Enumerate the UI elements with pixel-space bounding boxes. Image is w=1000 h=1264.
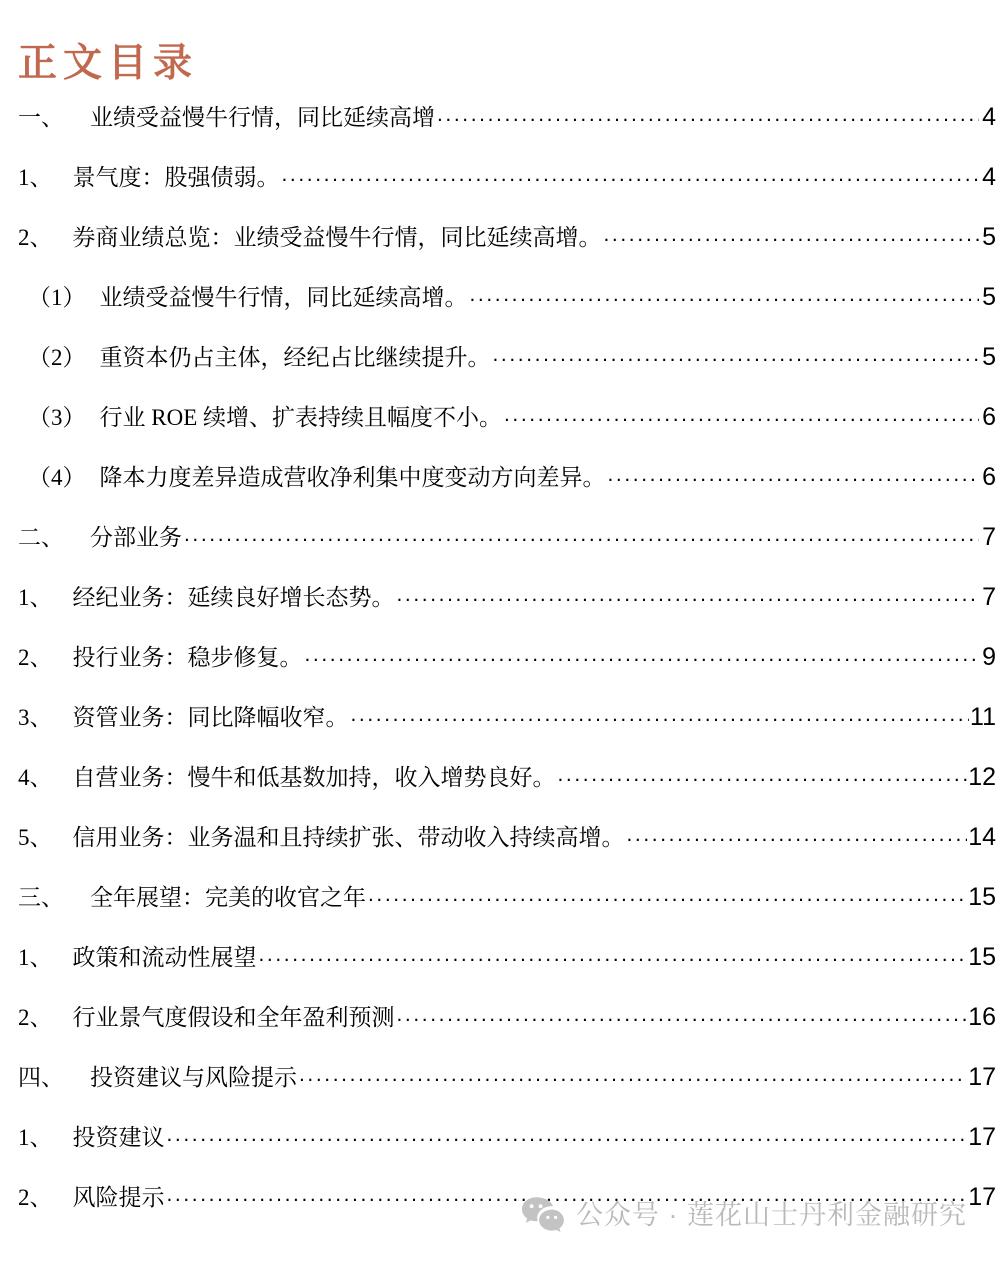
toc-entry-page-number: 14 [968,823,996,851]
toc-entry[interactable] [0,945,1000,1005]
toc-dot-leader [493,349,980,365]
toc-dot-leader [397,1009,968,1025]
toc-entry[interactable] [0,645,1000,705]
toc-entry-label: 行业 ROE 续增、扩表持续且幅度不小。 [99,405,502,430]
toc-entry-label: 风险提示 [72,1185,165,1210]
toc-entry-page-number: 5 [982,343,996,371]
toc-entry-page-number: 5 [982,283,996,311]
toc-entry-marker: 1、 [18,945,53,970]
toc-entry-marker: 三、 [18,885,64,910]
toc-entry-page-number: 17 [968,1063,996,1091]
toc-entry-marker: （4） [28,465,86,490]
toc-dot-leader [558,769,968,785]
page-title: 正文目录 [18,42,199,86]
toc-dot-leader [351,709,970,725]
toc-entry-marker: 5、 [18,825,53,850]
toc-dot-leader [627,829,968,845]
toc-dot-leader [608,469,980,485]
toc-entry[interactable] [0,345,1000,405]
toc-entry-page-number: 16 [968,1003,996,1031]
toc-entry-label: 景气度：股强债弱。 [72,165,280,190]
toc-entry-label: 业绩受益慢牛行情，同比延续高增 [90,105,435,130]
toc-entry-page-number: 11 [970,703,996,731]
toc-entry-marker: 一、 [18,105,64,130]
toc-entry[interactable] [0,165,1000,225]
toc-entry[interactable] [0,1065,1000,1125]
toc-entry-marker: 2、 [18,645,53,670]
toc-entry-page-number: 17 [968,1123,996,1151]
toc-entry-page-number: 5 [982,223,996,251]
toc-dot-leader [397,589,980,605]
toc-dot-leader [368,889,967,905]
toc-entry-marker: （3） [28,405,86,430]
toc-entry-marker: 四、 [18,1065,64,1090]
toc-dot-leader [299,1069,967,1085]
toc-dot-leader [282,169,980,185]
toc-entry[interactable] [0,585,1000,645]
toc-entry[interactable] [0,1125,1000,1185]
toc-entry-marker: 2、 [18,1005,53,1030]
toc-entry[interactable] [0,405,1000,465]
toc-entry-marker: 二、 [18,525,64,550]
toc-entry-marker: （2） [28,345,86,370]
toc-entry-page-number: 6 [982,403,996,431]
toc-entry-label: 政策和流动性展望 [72,945,257,970]
toc-entry-page-number: 7 [982,523,996,551]
toc-entry-label: 降本力度差异造成营收净利集中度变动方向差异。 [99,465,606,490]
toc-entry-label: 重资本仍占主体，经纪占比继续提升。 [99,345,491,370]
toc-dot-leader [305,649,980,665]
toc-entry-page-number: 4 [982,163,996,191]
toc-entry-label: 投资建议与风险提示 [90,1065,297,1090]
toc-entry-label: 投行业务：稳步修复。 [72,645,303,670]
toc-entry-page-number: 9 [982,643,996,671]
toc-entry-page-number: 12 [968,763,996,791]
toc-entry-marker: 4、 [18,765,53,790]
toc-entry-label: 分部业务 [90,525,182,550]
toc-entry[interactable] [0,885,1000,945]
toc-entry[interactable] [0,825,1000,885]
toc-entry-marker: 1、 [18,165,53,190]
toc-dot-leader [504,409,979,425]
toc-entry[interactable] [0,465,1000,525]
toc-entry-marker: 3、 [18,705,53,730]
toc-dot-leader [437,109,979,125]
toc-entry[interactable] [0,765,1000,825]
toc-entry-page-number: 6 [982,463,996,491]
toc-dot-leader [604,229,980,245]
toc-entry-marker: 2、 [18,1185,53,1210]
toc-entry-page-number: 17 [968,1183,996,1211]
toc-entry-marker: 2、 [18,225,53,250]
toc-dot-leader [167,1189,968,1205]
toc-entry[interactable] [0,1185,1000,1245]
watermark-text: 公众号 · 莲花山士丹利金融研究 [576,1199,967,1230]
toc-entry-marker: （1） [28,285,86,310]
toc-entry[interactable] [0,1005,1000,1065]
toc-entry-page-number: 7 [982,583,996,611]
toc-entry[interactable] [0,225,1000,285]
toc-entry[interactable] [0,105,1000,165]
toc-entry[interactable] [0,285,1000,345]
toc-entry-marker: 1、 [18,585,53,610]
toc-entry-label: 资管业务：同比降幅收窄。 [72,705,349,730]
toc-entry-page-number: 15 [968,883,996,911]
toc-entry-label: 信用业务：业务温和且持续扩张、带动收入持续高增。 [72,825,625,850]
toc-entry-marker: 1、 [18,1125,53,1150]
toc-entry-label: 经纪业务：延续良好增长态势。 [72,585,395,610]
toc-dot-leader [167,1129,968,1145]
toc-dot-leader [259,949,968,965]
toc-entry-label: 全年展望：完美的收官之年 [90,885,366,910]
toc-dot-leader [470,289,980,305]
toc-list [0,105,1000,1245]
toc-entry[interactable] [0,705,1000,765]
toc-entry-page-number: 15 [968,943,996,971]
toc-entry-label: 投资建议 [72,1125,165,1150]
toc-entry-label: 自营业务：慢牛和低基数加持，收入增势良好。 [72,765,556,790]
toc-entry[interactable] [0,525,1000,585]
toc-dot-leader [184,529,979,545]
toc-entry-label: 行业景气度假设和全年盈利预测 [72,1005,395,1030]
toc-entry-page-number: 4 [982,103,996,131]
toc-entry-label: 业绩受益慢牛行情，同比延续高增。 [99,285,468,310]
toc-entry-label: 券商业绩总览：业绩受益慢牛行情，同比延续高增。 [72,225,602,250]
